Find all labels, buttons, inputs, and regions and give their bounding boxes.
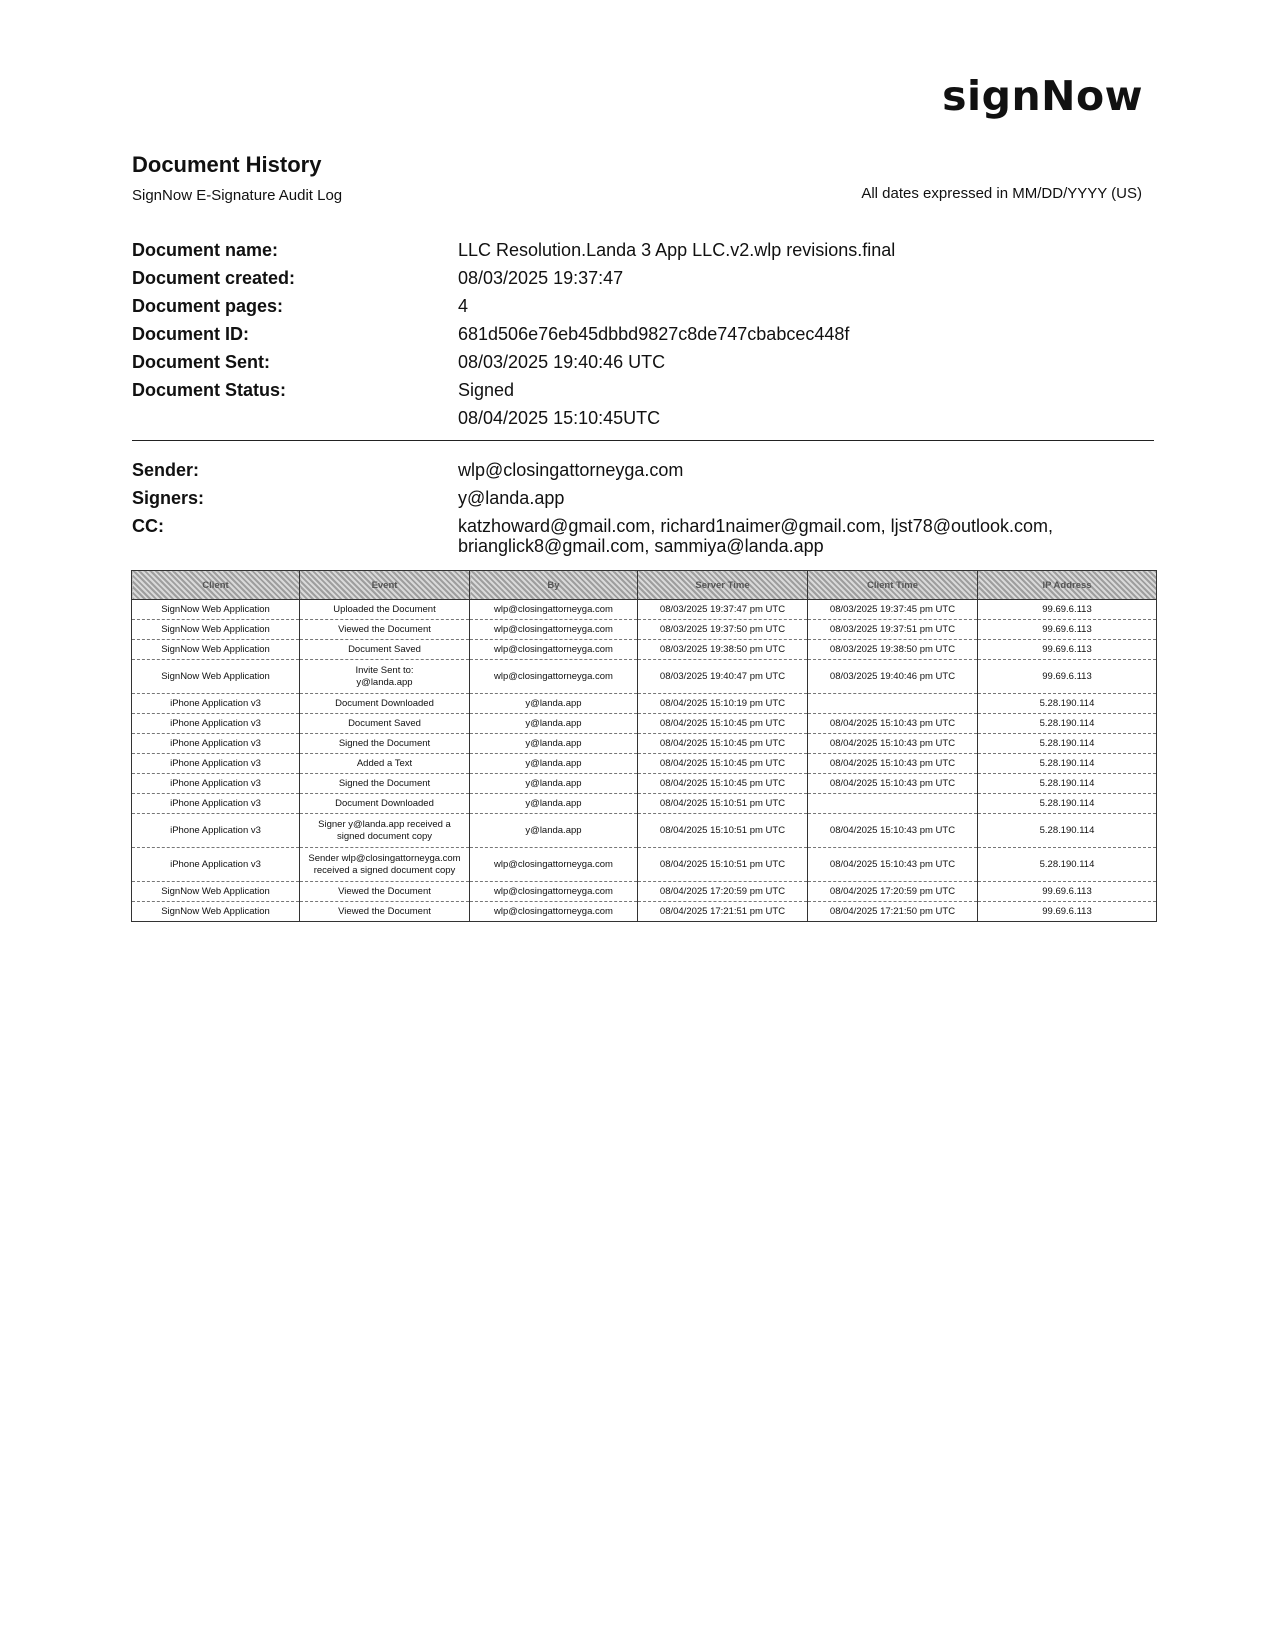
column-header: By [470, 571, 638, 600]
document-pages-row [132, 292, 1152, 320]
table-cell-ip: 5.28.190.114 [978, 814, 1157, 848]
table-cell-ip: 5.28.190.114 [978, 794, 1157, 814]
document-created-label: Document created: [132, 268, 296, 288]
table-row [132, 794, 1157, 814]
document-created-row [132, 264, 1152, 292]
audit-log-table [131, 570, 1157, 922]
table-cell-by: wlp@closingattorneyga.com [470, 882, 638, 902]
table-cell-server-time: 08/03/2025 19:38:50 pm UTC [638, 640, 808, 660]
event-line-2: y@landa.app [356, 676, 413, 688]
table-cell-ip: 5.28.190.114 [978, 774, 1157, 794]
table-cell-ip: 5.28.190.114 [978, 734, 1157, 754]
table-cell-ip: 99.69.6.113 [978, 600, 1157, 620]
table-cell-by: y@landa.app [470, 774, 638, 794]
table-cell-client: iPhone Application v3 [132, 714, 300, 734]
document-pages-value: 4 [458, 296, 469, 316]
table-cell-server-time: 08/04/2025 15:10:45 pm UTC [638, 714, 808, 734]
table-cell-client-time [808, 794, 978, 814]
table-cell-client-time: 08/04/2025 15:10:43 pm UTC [808, 814, 978, 848]
table-cell-server-time: 08/04/2025 15:10:45 pm UTC [638, 754, 808, 774]
table-cell-by: y@landa.app [470, 734, 638, 754]
table-cell-event: Document Saved [300, 714, 470, 734]
table-cell-event: Viewed the Document [300, 882, 470, 902]
cc-label: CC: [132, 516, 164, 536]
cc-line-2: brianglick8@gmail.com, sammiya@landa.app [458, 536, 824, 556]
table-cell-by: y@landa.app [470, 694, 638, 714]
event-line-1: Invite Sent to: [355, 664, 414, 676]
table-row [132, 734, 1157, 754]
table-cell-by: y@landa.app [470, 814, 638, 848]
table-cell-client-time: 08/04/2025 17:21:50 pm UTC [808, 902, 978, 922]
document-details [132, 236, 1152, 432]
table-cell-client: iPhone Application v3 [132, 774, 300, 794]
table-cell-server-time: 08/04/2025 15:10:45 pm UTC [638, 734, 808, 754]
audit-log-rows [132, 600, 1157, 922]
column-header: Event [300, 571, 470, 600]
table-cell-client: iPhone Application v3 [132, 754, 300, 774]
table-cell-server-time: 08/04/2025 17:20:59 pm UTC [638, 882, 808, 902]
document-id-label: Document ID: [132, 324, 249, 344]
table-cell-event [300, 814, 470, 848]
document-status-date: 08/04/2025 15:10:45UTC [458, 408, 661, 428]
section-divider [132, 440, 1154, 441]
table-row [132, 774, 1157, 794]
cc-line-1: katzhoward@gmail.com, richard1naimer@gmail.com, ljst78@outlook.com, [458, 516, 1054, 536]
table-cell-server-time: 08/04/2025 15:10:51 pm UTC [638, 794, 808, 814]
table-cell-client-time: 08/03/2025 19:37:45 pm UTC [808, 600, 978, 620]
cc-row [132, 512, 1152, 556]
table-cell-server-time: 08/03/2025 19:37:47 pm UTC [638, 600, 808, 620]
column-header: Client Time [808, 571, 978, 600]
table-cell-event: Viewed the Document [300, 620, 470, 640]
signers-label: Signers: [132, 488, 205, 508]
table-cell-client: SignNow Web Application [132, 882, 300, 902]
table-cell-client: iPhone Application v3 [132, 814, 300, 848]
table-cell-client-time: 08/03/2025 19:37:51 pm UTC [808, 620, 978, 640]
table-cell-event: Viewed the Document [300, 902, 470, 922]
table-cell-client: iPhone Application v3 [132, 848, 300, 882]
table-cell-client-time: 08/04/2025 15:10:43 pm UTC [808, 734, 978, 754]
document-name-row [132, 236, 1152, 264]
table-cell-client: iPhone Application v3 [132, 794, 300, 814]
table-cell-ip: 99.69.6.113 [978, 902, 1157, 922]
table-cell-client-time: 08/04/2025 15:10:43 pm UTC [808, 774, 978, 794]
table-cell-event: Signed the Document [300, 734, 470, 754]
table-row [132, 814, 1157, 848]
table-cell-server-time: 08/04/2025 15:10:51 pm UTC [638, 848, 808, 882]
table-cell-by: wlp@closingattorneyga.com [470, 902, 638, 922]
document-sent-label: Document Sent: [132, 352, 271, 372]
table-row [132, 694, 1157, 714]
document-id-row [132, 320, 1152, 348]
table-cell-event: Document Downloaded [300, 694, 470, 714]
document-name-label: Document name: [132, 240, 279, 260]
table-header-row [132, 571, 1157, 600]
table-cell-by: y@landa.app [470, 794, 638, 814]
event-line-1: Sender wlp@closingattorneyga.com [308, 852, 461, 864]
table-row [132, 848, 1157, 882]
table-row [132, 882, 1157, 902]
table-cell-by: y@landa.app [470, 754, 638, 774]
table-cell-client-time: 08/04/2025 15:10:43 pm UTC [808, 754, 978, 774]
sender-value: wlp@closingattorneyga.com [458, 460, 684, 480]
table-cell-event [300, 660, 470, 694]
table-cell-ip: 5.28.190.114 [978, 754, 1157, 774]
table-cell-server-time: 08/04/2025 15:10:45 pm UTC [638, 774, 808, 794]
document-created-value: 08/03/2025 19:37:47 [458, 268, 624, 288]
table-row [132, 714, 1157, 734]
document-sent-row [132, 348, 1152, 376]
table-cell-ip: 99.69.6.113 [978, 620, 1157, 640]
document-id-value: 681d506e76eb45dbbd9827c8de747cbabcec448f [458, 324, 850, 344]
table-cell-client: iPhone Application v3 [132, 734, 300, 754]
column-header: Client [132, 571, 300, 600]
dates-format-note: All dates expressed in MM/DD/YYYY (US) [861, 185, 1142, 202]
table-cell-by: wlp@closingattorneyga.com [470, 600, 638, 620]
table-cell-by: wlp@closingattorneyga.com [470, 640, 638, 660]
table-cell-client-time: 08/03/2025 19:40:46 pm UTC [808, 660, 978, 694]
table-cell-client: SignNow Web Application [132, 660, 300, 694]
signnow-logo: signNow [942, 72, 1143, 120]
table-cell-ip: 99.69.6.113 [978, 660, 1157, 694]
table-cell-client: SignNow Web Application [132, 600, 300, 620]
table-row [132, 600, 1157, 620]
table-cell-client: SignNow Web Application [132, 640, 300, 660]
document-status-value: Signed [458, 380, 515, 400]
table-cell-by: wlp@closingattorneyga.com [470, 660, 638, 694]
table-cell-ip: 99.69.6.113 [978, 640, 1157, 660]
cc-value [458, 512, 1152, 556]
parties-section [132, 456, 1152, 556]
table-cell-by: wlp@closingattorneyga.com [470, 620, 638, 640]
document-name-value: LLC Resolution.Landa 3 App LLC.v2.wlp revisions.final [458, 240, 896, 260]
document-status-row [132, 376, 1152, 404]
table-cell-server-time: 08/03/2025 19:40:47 pm UTC [638, 660, 808, 694]
column-header: IP Address [978, 571, 1157, 600]
table-cell-ip: 99.69.6.113 [978, 882, 1157, 902]
page-subtitle: SignNow E-Signature Audit Log [132, 187, 343, 204]
table-row [132, 620, 1157, 640]
event-line-2: received a signed document copy [313, 864, 456, 876]
table-cell-client: SignNow Web Application [132, 902, 300, 922]
column-header: Server Time [638, 571, 808, 600]
table-cell-client-time: 08/04/2025 17:20:59 pm UTC [808, 882, 978, 902]
table-row [132, 660, 1157, 694]
document-status-date-row [132, 404, 1152, 432]
table-cell-ip: 5.28.190.114 [978, 714, 1157, 734]
table-row [132, 754, 1157, 774]
event-line-1: Signer y@landa.app received a [318, 818, 451, 830]
table-cell-by: y@landa.app [470, 714, 638, 734]
table-cell-event: Signed the Document [300, 774, 470, 794]
table-cell-event: Added a Text [300, 754, 470, 774]
table-cell-ip: 5.28.190.114 [978, 848, 1157, 882]
document-pages-label: Document pages: [132, 296, 284, 316]
page-title: Document History [132, 152, 322, 177]
table-cell-client-time: 08/03/2025 19:38:50 pm UTC [808, 640, 978, 660]
document-status-label: Document Status: [132, 380, 287, 400]
signers-row [132, 484, 1152, 512]
table-cell-event: Uploaded the Document [300, 600, 470, 620]
spacer [132, 404, 458, 432]
table-cell-client-time: 08/04/2025 15:10:43 pm UTC [808, 848, 978, 882]
table-cell-client: SignNow Web Application [132, 620, 300, 640]
signers-value: y@landa.app [458, 488, 565, 508]
table-cell-event: Document Downloaded [300, 794, 470, 814]
table-cell-by: wlp@closingattorneyga.com [470, 848, 638, 882]
table-row [132, 640, 1157, 660]
table-cell-event [300, 848, 470, 882]
table-cell-event: Document Saved [300, 640, 470, 660]
sender-label: Sender: [132, 460, 200, 480]
table-cell-server-time: 08/04/2025 15:10:19 pm UTC [638, 694, 808, 714]
table-cell-client-time [808, 694, 978, 714]
table-cell-server-time: 08/03/2025 19:37:50 pm UTC [638, 620, 808, 640]
table-cell-client: iPhone Application v3 [132, 694, 300, 714]
event-line-2: signed document copy [336, 830, 433, 842]
sender-row [132, 456, 1152, 484]
table-cell-ip: 5.28.190.114 [978, 694, 1157, 714]
table-cell-server-time: 08/04/2025 15:10:51 pm UTC [638, 814, 808, 848]
table-cell-client-time: 08/04/2025 15:10:43 pm UTC [808, 714, 978, 734]
document-sent-value: 08/03/2025 19:40:46 UTC [458, 352, 666, 372]
table-cell-server-time: 08/04/2025 17:21:51 pm UTC [638, 902, 808, 922]
table-row [132, 902, 1157, 922]
